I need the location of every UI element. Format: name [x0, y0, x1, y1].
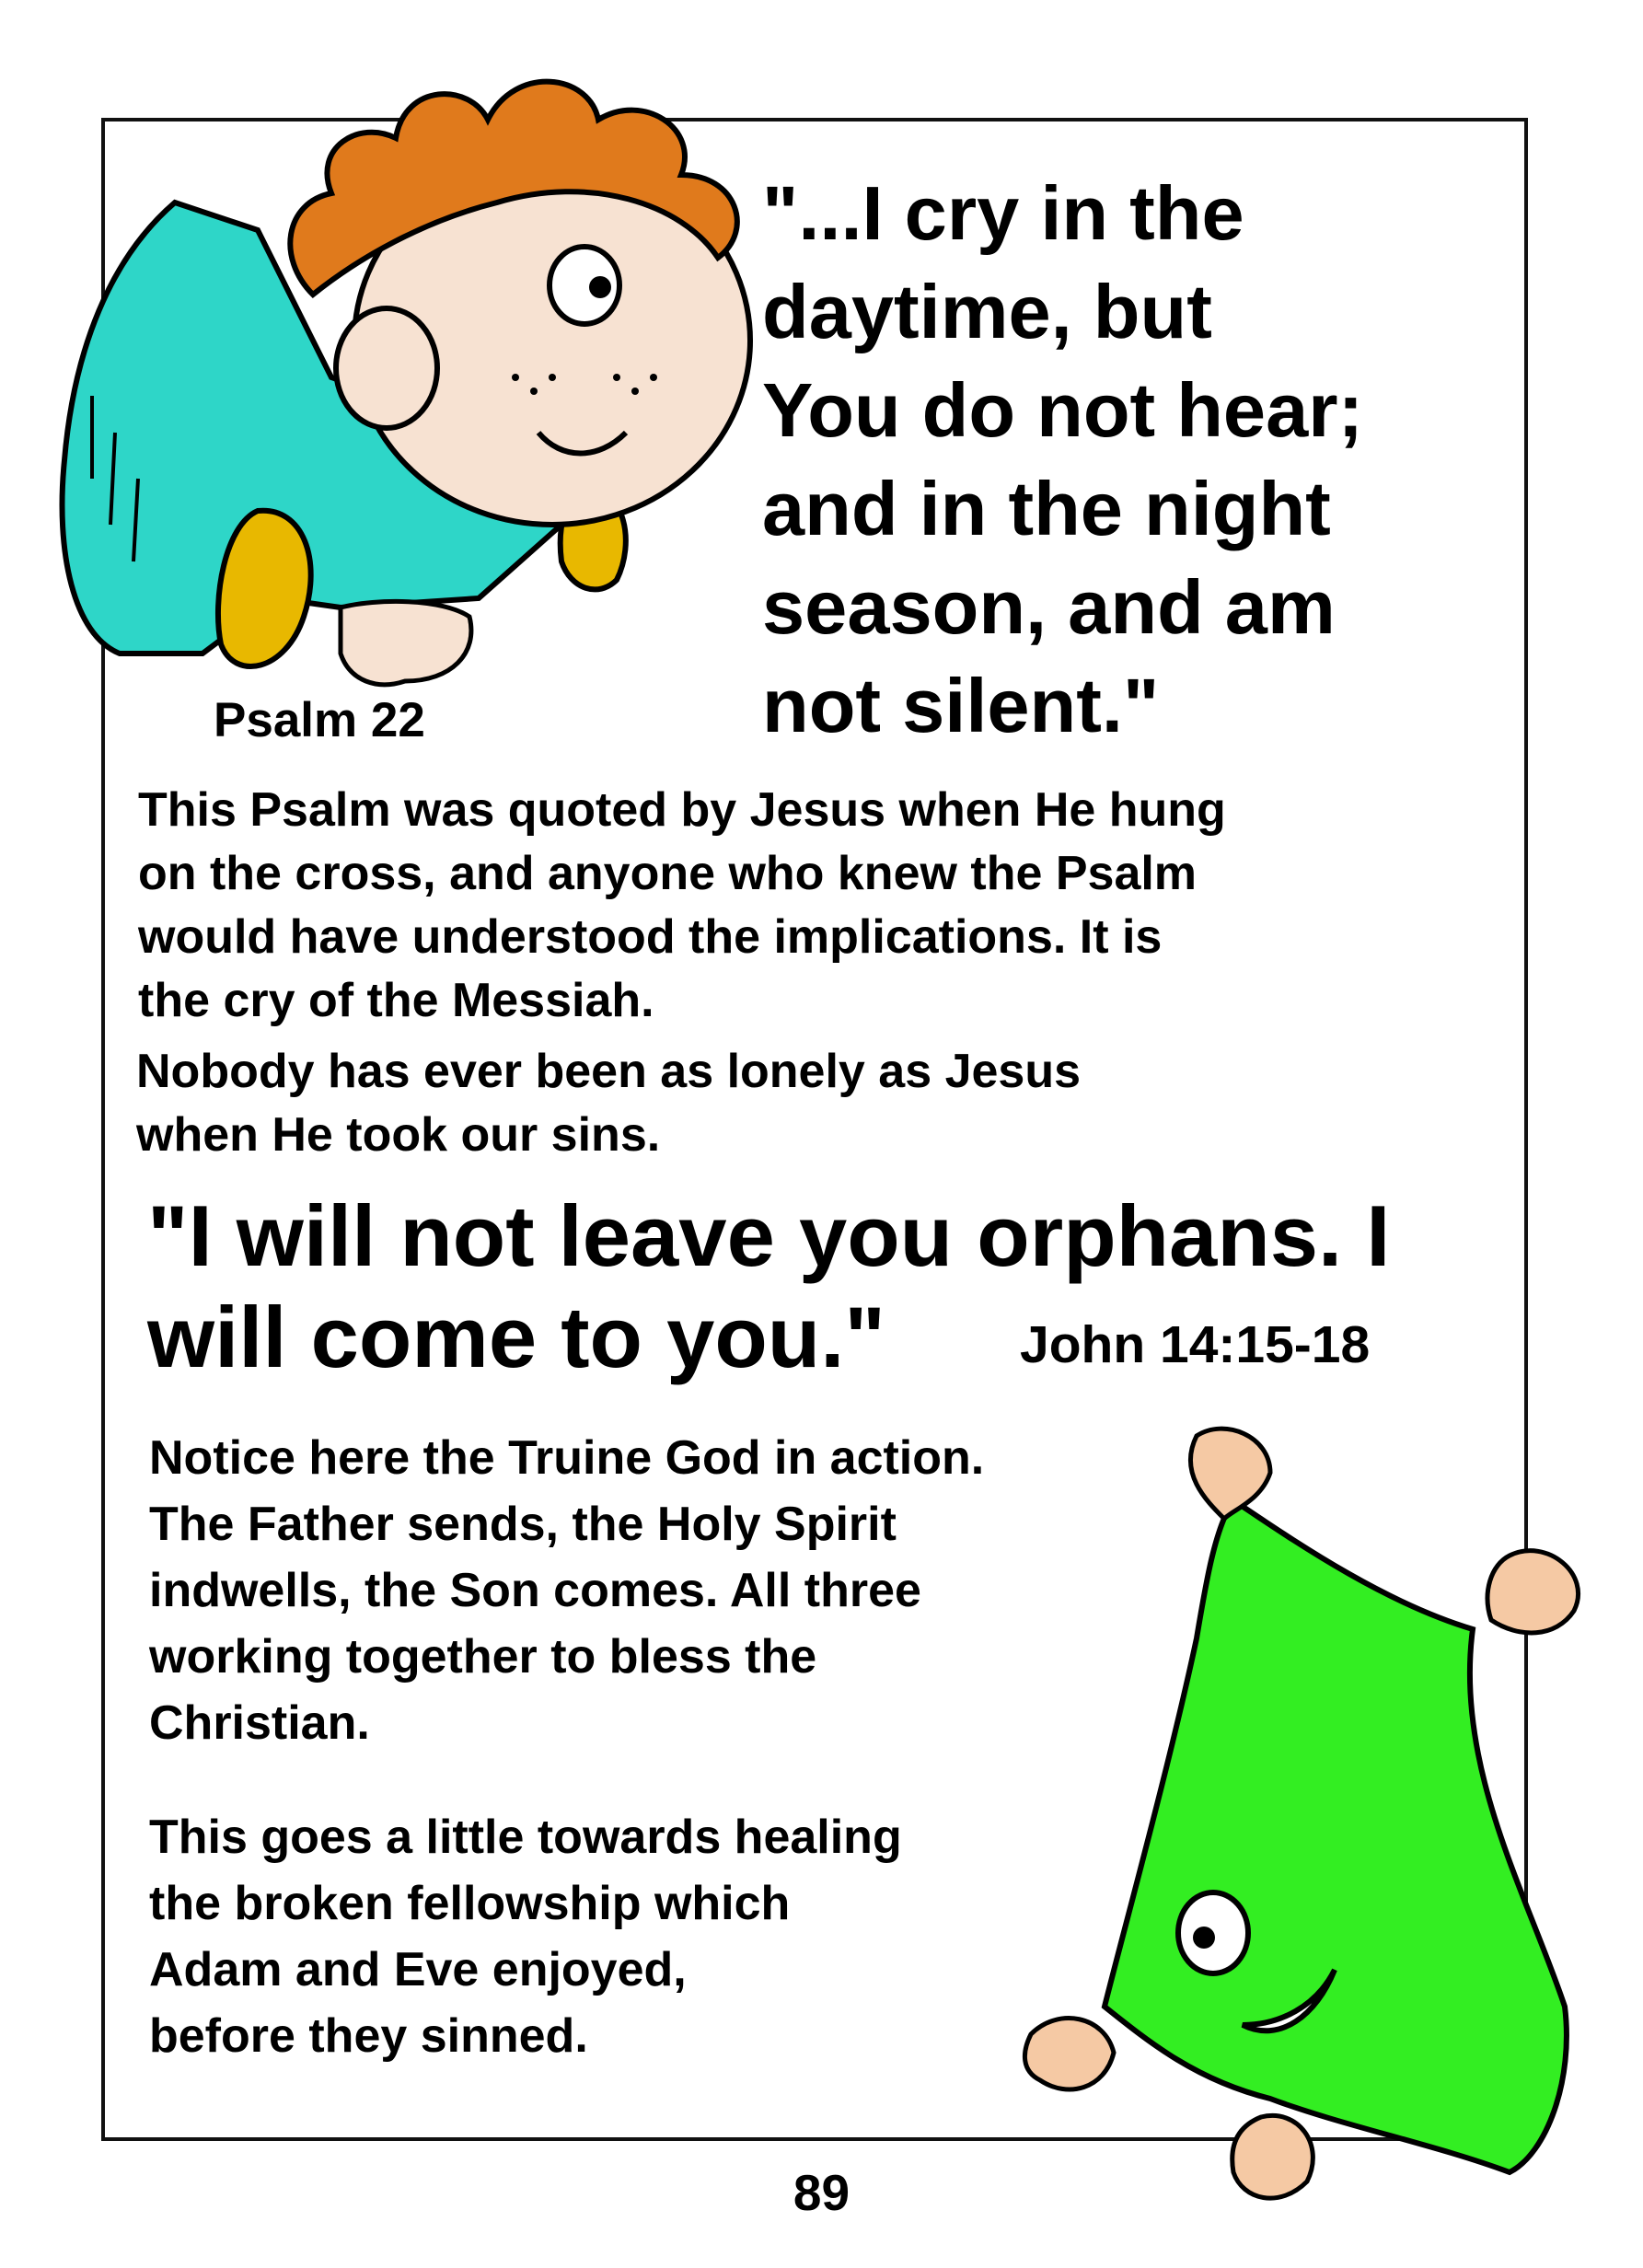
paragraph-line: Nobody has ever been as lonely as Jesus — [136, 1045, 1082, 1098]
quote-line: and in the night — [762, 466, 1331, 551]
boy-ear — [336, 308, 437, 428]
quote-line: not silent." — [762, 663, 1160, 748]
green-cloth-illustration — [994, 1418, 1629, 2228]
paragraph-truine-god — [149, 1425, 984, 1756]
paragraph-line: Adam and Eve enjoyed, — [149, 1943, 687, 1996]
paragraph-healing — [149, 1804, 902, 2069]
page-number: 89 — [793, 2164, 850, 2221]
cloth-hand-bottom-left — [1024, 2019, 1114, 2089]
paragraph-line: The Father sends, the Holy Spirit — [149, 1498, 897, 1551]
paragraph-line: working together to bless the — [149, 1630, 817, 1684]
paragraph-line: Notice here the Truine God in action. — [149, 1431, 985, 1485]
quote-line: daytime, but — [762, 269, 1212, 354]
paragraph-line: This Psalm was quoted by Jesus when He hung — [138, 783, 1226, 837]
paragraph-line: the broken fellowship which — [149, 1877, 791, 1930]
paragraph-line: the cry of the Messiah. — [138, 974, 654, 1027]
paragraph-line: indwells, the Son comes. All three — [149, 1564, 921, 1617]
boy-hand — [341, 601, 471, 684]
quote-line: "...I cry in the — [762, 170, 1244, 256]
paragraph-line: would have understood the implications. It is — [138, 910, 1163, 964]
psalm-quote — [762, 164, 1363, 755]
paragraph-line: Christian. — [149, 1696, 370, 1750]
paragraph-psalm-quoted — [138, 779, 1226, 1033]
big-quote-line: "I will not leave you orphans. I — [147, 1187, 1391, 1284]
cloth-hand-top-left — [1190, 1429, 1270, 1519]
paragraph-line: This goes a little towards healing — [149, 1811, 902, 1864]
cloth-hand-top-right — [1487, 1551, 1578, 1633]
quote-line: You do not hear; — [762, 367, 1364, 453]
paragraph-lonely — [136, 1040, 1081, 1167]
paragraph-line: before they sinned. — [149, 2009, 588, 2063]
quote-line: season, and am — [762, 564, 1336, 650]
paragraph-line: when He took our sins. — [136, 1108, 661, 1162]
john-reference: John 14:15-18 — [1020, 1315, 1371, 1374]
paragraph-line: on the cross, and anyone who knew the Psalm — [138, 847, 1198, 900]
crying-boy-illustration — [37, 46, 755, 709]
psalm-reference: Psalm 22 — [214, 693, 425, 747]
big-quote-line: will come to you." — [147, 1289, 885, 1385]
